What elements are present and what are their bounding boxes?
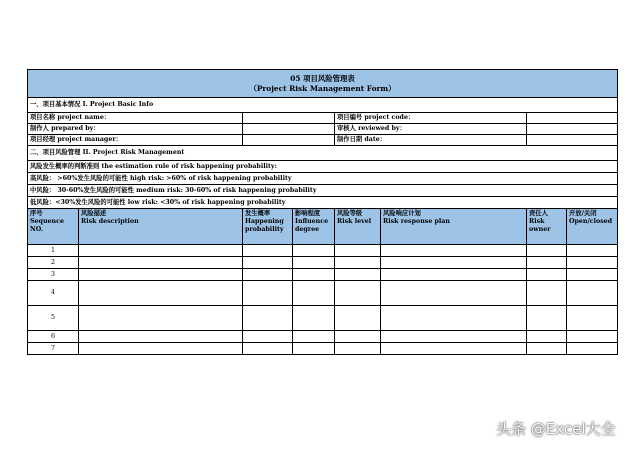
row-number: 5 bbox=[28, 306, 79, 331]
cell[interactable] bbox=[335, 331, 381, 343]
col-risk-description: 风险描述 Risk description bbox=[79, 209, 243, 245]
cell[interactable] bbox=[527, 306, 567, 331]
cell[interactable] bbox=[243, 281, 293, 306]
cell[interactable] bbox=[567, 245, 618, 257]
cell[interactable] bbox=[381, 343, 527, 355]
cell[interactable] bbox=[381, 281, 527, 306]
prepared-by-label: 制作人 prepared by： bbox=[28, 124, 243, 135]
row-number: 2 bbox=[28, 257, 79, 269]
cell[interactable] bbox=[335, 269, 381, 281]
cell[interactable] bbox=[527, 257, 567, 269]
row-number: 3 bbox=[28, 269, 79, 281]
cell[interactable] bbox=[243, 343, 293, 355]
cell[interactable] bbox=[243, 257, 293, 269]
cell[interactable] bbox=[335, 245, 381, 257]
cell[interactable] bbox=[79, 331, 243, 343]
table-row bbox=[28, 343, 618, 355]
cell[interactable] bbox=[243, 306, 293, 331]
cell[interactable] bbox=[79, 257, 243, 269]
rule-estimation: 风险发生概率的判断准则 the estimation rule of risk happening probability: bbox=[28, 161, 618, 173]
cell[interactable] bbox=[527, 343, 567, 355]
cell[interactable] bbox=[567, 343, 618, 355]
prepared-by-value[interactable] bbox=[243, 124, 335, 135]
form-title-en: （Project Risk Management Form） bbox=[249, 83, 396, 93]
cell[interactable] bbox=[79, 245, 243, 257]
source-watermark: 头条 @Excel大全 bbox=[496, 420, 616, 438]
col-risk-owner: 责任人 Risk owner bbox=[527, 209, 567, 245]
section-basic-info: 一、项目基本情况 I. Project Basic Info bbox=[28, 98, 618, 113]
cell[interactable] bbox=[527, 331, 567, 343]
rule-high-risk: 高风险： >60%发生风险的可能性 high risk: >60% of risk happening probability bbox=[28, 173, 618, 185]
cell[interactable] bbox=[79, 306, 243, 331]
cell[interactable] bbox=[79, 281, 243, 306]
col-sequence: 序号 Sequence NO. bbox=[28, 209, 79, 245]
section-risk-management: 二、项目风险管理 II. Project Risk Management bbox=[28, 146, 618, 161]
table-row bbox=[28, 331, 618, 343]
cell[interactable] bbox=[381, 331, 527, 343]
rule-medium-risk: 中风险： 30-60%发生风险的可能性 medium risk: 30-60% of risk happening probability bbox=[28, 185, 618, 197]
cell[interactable] bbox=[567, 331, 618, 343]
project-manager-label: 项目经理 project manager： bbox=[28, 135, 243, 146]
project-name-value[interactable] bbox=[243, 113, 335, 124]
risk-management-form bbox=[27, 69, 617, 355]
cell[interactable] bbox=[79, 269, 243, 281]
table-row bbox=[28, 269, 618, 281]
column-header-row bbox=[28, 209, 618, 245]
row-number: 7 bbox=[28, 343, 79, 355]
table-row bbox=[28, 281, 618, 306]
reviewed-by-value[interactable] bbox=[527, 124, 618, 135]
cell[interactable] bbox=[527, 245, 567, 257]
col-risk-response-plan: 风险响应计划 Risk response plan bbox=[381, 209, 527, 245]
col-happening-probability: 发生概率 Happening probability bbox=[243, 209, 293, 245]
cell[interactable] bbox=[243, 331, 293, 343]
date-label: 制作日期 date： bbox=[335, 135, 527, 146]
table-row bbox=[28, 306, 618, 331]
cell[interactable] bbox=[527, 269, 567, 281]
cell[interactable] bbox=[293, 269, 335, 281]
cell[interactable] bbox=[293, 257, 335, 269]
form-title-cn: 05 项目风险管理表 bbox=[290, 73, 355, 83]
project-code-label: 项目编号 project code： bbox=[335, 113, 527, 124]
col-open-closed: 开放/关闭 Open/closed bbox=[567, 209, 618, 245]
cell[interactable] bbox=[335, 306, 381, 331]
row-number: 4 bbox=[28, 281, 79, 306]
project-code-value[interactable] bbox=[527, 113, 618, 124]
cell[interactable] bbox=[335, 257, 381, 269]
cell[interactable] bbox=[293, 331, 335, 343]
cell[interactable] bbox=[293, 281, 335, 306]
cell[interactable] bbox=[293, 245, 335, 257]
cell[interactable] bbox=[567, 269, 618, 281]
reviewed-by-label: 审核人 reviewed by： bbox=[335, 124, 527, 135]
col-risk-level: 风险等级 Risk level bbox=[335, 209, 381, 245]
cell[interactable] bbox=[381, 269, 527, 281]
cell[interactable] bbox=[567, 306, 618, 331]
row-number: 1 bbox=[28, 245, 79, 257]
project-name-label: 项目名称 project name： bbox=[28, 113, 243, 124]
date-value[interactable] bbox=[527, 135, 618, 146]
table-row bbox=[28, 245, 618, 257]
cell[interactable] bbox=[335, 281, 381, 306]
cell[interactable] bbox=[381, 245, 527, 257]
cell[interactable] bbox=[293, 306, 335, 331]
cell[interactable] bbox=[293, 343, 335, 355]
cell[interactable] bbox=[79, 343, 243, 355]
table-row bbox=[28, 257, 618, 269]
cell[interactable] bbox=[243, 245, 293, 257]
cell[interactable] bbox=[567, 281, 618, 306]
row-number: 6 bbox=[28, 331, 79, 343]
project-manager-value[interactable] bbox=[243, 135, 335, 146]
cell[interactable] bbox=[243, 269, 293, 281]
form-title bbox=[28, 70, 618, 98]
col-influence-degree: 影响程度 Influence degree bbox=[293, 209, 335, 245]
cell[interactable] bbox=[567, 257, 618, 269]
rule-low-risk: 低风险：<30%发生风险的可能性 low risk: <30% of risk happening probability bbox=[28, 197, 618, 209]
cell[interactable] bbox=[381, 257, 527, 269]
form-table bbox=[27, 69, 618, 355]
cell[interactable] bbox=[381, 306, 527, 331]
cell[interactable] bbox=[335, 343, 381, 355]
cell[interactable] bbox=[527, 281, 567, 306]
